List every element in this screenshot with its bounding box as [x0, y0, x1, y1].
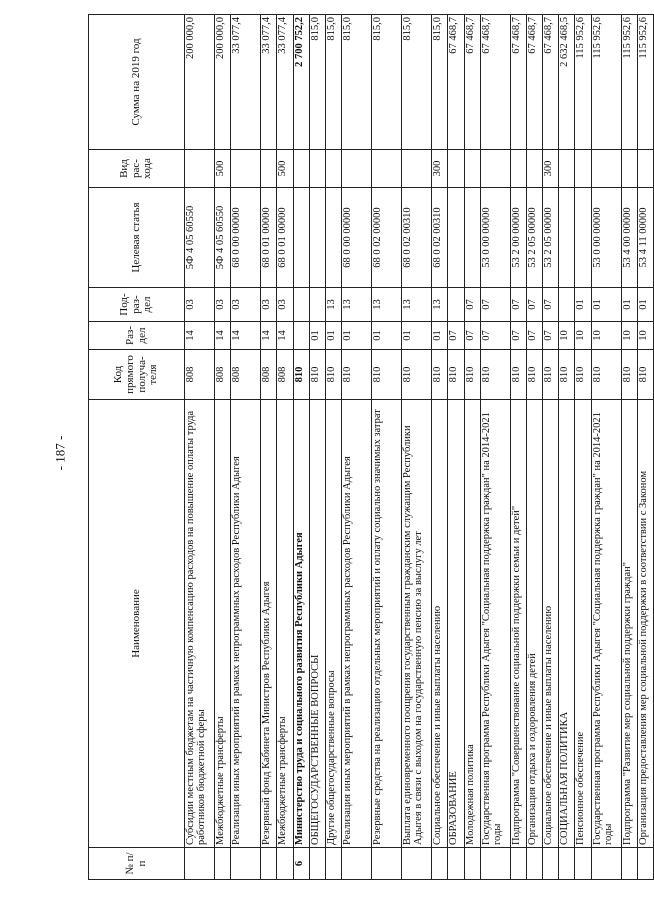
cell-vid	[448, 150, 464, 188]
table-row	[261, 15, 277, 880]
cell-podrazdel: 13	[432, 288, 448, 322]
cell-name: Молодежная политика	[464, 400, 480, 848]
cell-num	[342, 848, 372, 880]
cell-target: 53 4 11 00000	[637, 188, 653, 288]
cell-vid	[309, 150, 325, 188]
table-row	[231, 15, 261, 880]
cell-sum: 815,0	[325, 15, 341, 150]
cell-podrazdel: 03	[261, 288, 277, 322]
cell-podrazdel: 03	[277, 288, 293, 322]
cell-podrazdel: 13	[325, 288, 341, 322]
table-row	[325, 15, 341, 880]
cell-num	[402, 848, 432, 880]
table-row	[510, 15, 526, 880]
cell-razdel: 01	[372, 322, 402, 350]
cell-vid	[402, 150, 432, 188]
cell-name: Министерство труда и социального развития Республики Адыгея	[293, 400, 309, 848]
header-podrazdel: Под-раз-дел	[89, 288, 185, 322]
cell-target	[309, 188, 325, 288]
cell-name: Резервный фонд Кабинета Министров Республики Адыгея	[261, 400, 277, 848]
cell-podrazdel: 07	[480, 288, 510, 322]
cell-vid	[591, 150, 621, 188]
cell-razdel: 14	[215, 322, 231, 350]
cell-name: СОЦИАЛЬНАЯ ПОЛИТИКА	[559, 400, 575, 848]
cell-sum: 67 468,7	[448, 15, 464, 150]
cell-sum: 2 632 468,5	[559, 15, 575, 150]
cell-podrazdel: 03	[231, 288, 261, 322]
cell-name: Резервные средства на реализацию отдельных мероприятий и оплату социально значимых затрат	[372, 400, 402, 848]
cell-vid	[575, 150, 591, 188]
cell-target	[448, 188, 464, 288]
header-code: Код прямого получа-теля	[89, 350, 185, 400]
cell-sum: 33 077,4	[261, 15, 277, 150]
cell-target: 68 0 02 00310	[432, 188, 448, 288]
table-row	[464, 15, 480, 880]
cell-name: Субсидии местным бюджетам на частичную компенсацию расходов на повышение оплаты труда работников бюджетной сферы	[185, 400, 215, 848]
cell-code: 810	[510, 350, 526, 400]
cell-sum: 67 468,7	[526, 15, 542, 150]
cell-razdel: 10	[575, 322, 591, 350]
cell-num	[185, 848, 215, 880]
cell-name: Подпрограмма "Совершенствование социальной поддержки семьи и детей"	[510, 400, 526, 848]
table-row	[277, 15, 293, 880]
cell-vid	[293, 150, 309, 188]
cell-name: Социальное обеспечение и иные выплаты населению	[543, 400, 559, 848]
cell-sum: 815,0	[372, 15, 402, 150]
cell-name: Выплата единовременного поощрения государственным гражданским служащим Республики Адыгея в связи с выходом на государственную пенсию за выслугу лет	[402, 400, 432, 848]
cell-podrazdel: 07	[464, 288, 480, 322]
cell-podrazdel	[559, 288, 575, 322]
cell-sum: 115 952,6	[575, 15, 591, 150]
cell-vid	[261, 150, 277, 188]
cell-razdel: 10	[591, 322, 621, 350]
cell-razdel: 01	[309, 322, 325, 350]
cell-vid	[480, 150, 510, 188]
cell-podrazdel	[448, 288, 464, 322]
cell-podrazdel: 13	[372, 288, 402, 322]
cell-target	[293, 188, 309, 288]
cell-name: Организация предоставления мер социальной поддержки в соответствии с Законом	[637, 400, 653, 848]
cell-num	[637, 848, 653, 880]
cell-sum: 115 952,6	[591, 15, 621, 150]
table-row	[448, 15, 464, 880]
cell-name: Социальное обеспечение и иные выплаты населению	[432, 400, 448, 848]
header-name: Наименование	[89, 400, 185, 848]
table-row	[621, 15, 637, 880]
cell-target: 53 0 00 00000	[480, 188, 510, 288]
cell-razdel: 14	[185, 322, 215, 350]
table-row	[402, 15, 432, 880]
cell-target	[325, 188, 341, 288]
cell-target	[575, 188, 591, 288]
cell-vid: 300	[432, 150, 448, 188]
cell-podrazdel: 01	[575, 288, 591, 322]
cell-vid	[325, 150, 341, 188]
cell-vid: 300	[543, 150, 559, 188]
cell-code: 810	[543, 350, 559, 400]
cell-num	[277, 848, 293, 880]
cell-vid	[621, 150, 637, 188]
cell-sum: 67 468,7	[464, 15, 480, 150]
cell-num	[432, 848, 448, 880]
budget-table	[88, 14, 654, 880]
cell-num	[510, 848, 526, 880]
cell-code: 808	[231, 350, 261, 400]
cell-target: 68 0 00 00000	[342, 188, 372, 288]
cell-razdel: 07	[464, 322, 480, 350]
table-row	[342, 15, 372, 880]
cell-sum: 115 952,6	[637, 15, 653, 150]
cell-target: 53 4 00 00000	[621, 188, 637, 288]
cell-razdel	[293, 322, 309, 350]
cell-target	[559, 188, 575, 288]
cell-code: 810	[621, 350, 637, 400]
cell-razdel: 07	[480, 322, 510, 350]
cell-sum: 33 077,4	[277, 15, 293, 150]
cell-name: Межбюджетные трансферты	[277, 400, 293, 848]
cell-sum: 200 000,0	[185, 15, 215, 150]
cell-podrazdel: 03	[215, 288, 231, 322]
cell-num	[591, 848, 621, 880]
cell-podrazdel: 07	[543, 288, 559, 322]
cell-target: 68 0 02 00000	[372, 188, 402, 288]
cell-num	[543, 848, 559, 880]
cell-code: 808	[185, 350, 215, 400]
cell-podrazdel: 01	[637, 288, 653, 322]
table-row	[372, 15, 402, 880]
table-row	[293, 15, 309, 880]
cell-podrazdel: 13	[402, 288, 432, 322]
table-row	[526, 15, 542, 880]
cell-podrazdel: 01	[591, 288, 621, 322]
cell-vid	[637, 150, 653, 188]
cell-name: Реализация иных мероприятий в рамках непрограммных расходов Республики Адыгея	[342, 400, 372, 848]
cell-podrazdel: 07	[526, 288, 542, 322]
cell-sum: 815,0	[432, 15, 448, 150]
header-razdel: Раз-дел	[89, 322, 185, 350]
cell-num	[480, 848, 510, 880]
cell-name: Реализация иных мероприятий в рамках непрограммных расходов Республики Адыгея	[231, 400, 261, 848]
cell-target: 53 0 00 00000	[591, 188, 621, 288]
table-row	[480, 15, 510, 880]
cell-razdel: 10	[637, 322, 653, 350]
cell-name: ОБРАЗОВАНИЕ	[448, 400, 464, 848]
cell-vid	[526, 150, 542, 188]
table-row	[559, 15, 575, 880]
cell-num: 6	[293, 848, 309, 880]
cell-razdel: 14	[261, 322, 277, 350]
cell-vid	[464, 150, 480, 188]
cell-vid	[372, 150, 402, 188]
cell-code: 810	[342, 350, 372, 400]
cell-code: 810	[325, 350, 341, 400]
budget-table-sheet	[88, 15, 649, 880]
cell-name: Организация отдыха и оздоровления детей	[526, 400, 542, 848]
cell-razdel: 07	[448, 322, 464, 350]
cell-razdel: 07	[510, 322, 526, 350]
header-target: Целевая статья	[89, 188, 185, 288]
cell-target: 68 0 01 00000	[277, 188, 293, 288]
table-row	[575, 15, 591, 880]
cell-code: 810	[309, 350, 325, 400]
cell-code: 810	[480, 350, 510, 400]
cell-razdel: 07	[543, 322, 559, 350]
cell-razdel: 01	[432, 322, 448, 350]
cell-vid	[231, 150, 261, 188]
cell-num	[231, 848, 261, 880]
cell-code: 810	[293, 350, 309, 400]
table-body	[185, 15, 654, 880]
cell-code: 810	[448, 350, 464, 400]
cell-num	[448, 848, 464, 880]
cell-razdel: 10	[559, 322, 575, 350]
cell-sum: 2 700 752,2	[293, 15, 309, 150]
cell-name: Межбюджетные трансферты	[215, 400, 231, 848]
cell-razdel: 14	[277, 322, 293, 350]
cell-code: 810	[591, 350, 621, 400]
cell-num	[526, 848, 542, 880]
table-row	[309, 15, 325, 880]
cell-target: 5Ф 4 05 60550	[215, 188, 231, 288]
cell-sum: 67 468,7	[480, 15, 510, 150]
cell-vid: 500	[215, 150, 231, 188]
cell-vid: 500	[277, 150, 293, 188]
cell-razdel: 01	[325, 322, 341, 350]
cell-num	[261, 848, 277, 880]
cell-sum: 815,0	[342, 15, 372, 150]
cell-code: 810	[464, 350, 480, 400]
cell-code: 810	[432, 350, 448, 400]
table-row	[591, 15, 621, 880]
cell-vid	[559, 150, 575, 188]
cell-razdel: 01	[402, 322, 432, 350]
cell-sum: 815,0	[402, 15, 432, 150]
cell-podrazdel: 13	[342, 288, 372, 322]
table-row	[543, 15, 559, 880]
cell-name: ОБЩЕГОСУДАРСТВЕННЫЕ ВОПРОСЫ	[309, 400, 325, 848]
cell-num	[464, 848, 480, 880]
header-vid: Вид рас-хода	[89, 150, 185, 188]
cell-code: 810	[372, 350, 402, 400]
table-row	[185, 15, 215, 880]
cell-target: 5Ф 4 05 60550	[185, 188, 215, 288]
table-row	[637, 15, 653, 880]
cell-name: Пенсионное обеспечение	[575, 400, 591, 848]
cell-num	[559, 848, 575, 880]
cell-code: 808	[215, 350, 231, 400]
cell-target	[464, 188, 480, 288]
header-num: № п/п	[89, 848, 185, 880]
cell-sum: 67 468,7	[510, 15, 526, 150]
cell-code: 810	[575, 350, 591, 400]
cell-podrazdel	[309, 288, 325, 322]
cell-code: 810	[526, 350, 542, 400]
cell-vid	[510, 150, 526, 188]
cell-razdel: 10	[621, 322, 637, 350]
cell-num	[621, 848, 637, 880]
cell-name: Государственная программа Республики Адыгея "Социальная поддержка граждан" на 2014-2021 годы	[591, 400, 621, 848]
cell-target: 68 0 00 00000	[231, 188, 261, 288]
cell-num	[372, 848, 402, 880]
table-row	[215, 15, 231, 880]
cell-razdel: 07	[526, 322, 542, 350]
cell-podrazdel	[293, 288, 309, 322]
cell-code: 810	[559, 350, 575, 400]
cell-code: 810	[637, 350, 653, 400]
cell-name: Государственная программа Республики Адыгея "Социальная поддержка граждан" на 2014-2021 годы	[480, 400, 510, 848]
cell-target: 53 2 00 00000	[510, 188, 526, 288]
header-sum: Сумма на 2019 год	[89, 15, 185, 150]
cell-name: Другие общегосударственные вопросы	[325, 400, 341, 848]
cell-sum: 67 468,7	[543, 15, 559, 150]
cell-podrazdel: 01	[621, 288, 637, 322]
cell-code: 810	[402, 350, 432, 400]
cell-sum: 115 952,6	[621, 15, 637, 150]
cell-sum: 200 000,0	[215, 15, 231, 150]
cell-num	[215, 848, 231, 880]
cell-sum: 815,0	[309, 15, 325, 150]
cell-num	[575, 848, 591, 880]
cell-vid	[342, 150, 372, 188]
cell-podrazdel: 03	[185, 288, 215, 322]
cell-razdel: 01	[342, 322, 372, 350]
cell-razdel: 14	[231, 322, 261, 350]
page-number: - 187 -	[51, 435, 67, 470]
cell-code: 808	[277, 350, 293, 400]
cell-target: 53 2 05 00000	[543, 188, 559, 288]
cell-podrazdel: 07	[510, 288, 526, 322]
cell-vid	[185, 150, 215, 188]
table-header-row	[89, 15, 185, 880]
cell-sum: 33 077,4	[231, 15, 261, 150]
cell-target: 68 0 02 00310	[402, 188, 432, 288]
table-row	[432, 15, 448, 880]
cell-target: 68 0 01 00000	[261, 188, 277, 288]
cell-target: 53 2 05 00000	[526, 188, 542, 288]
page-number-wrap	[40, 0, 80, 905]
cell-num	[309, 848, 325, 880]
cell-name: Подпрограмма "Развитие мер социальной поддержки граждан"	[621, 400, 637, 848]
cell-code: 808	[261, 350, 277, 400]
cell-num	[325, 848, 341, 880]
